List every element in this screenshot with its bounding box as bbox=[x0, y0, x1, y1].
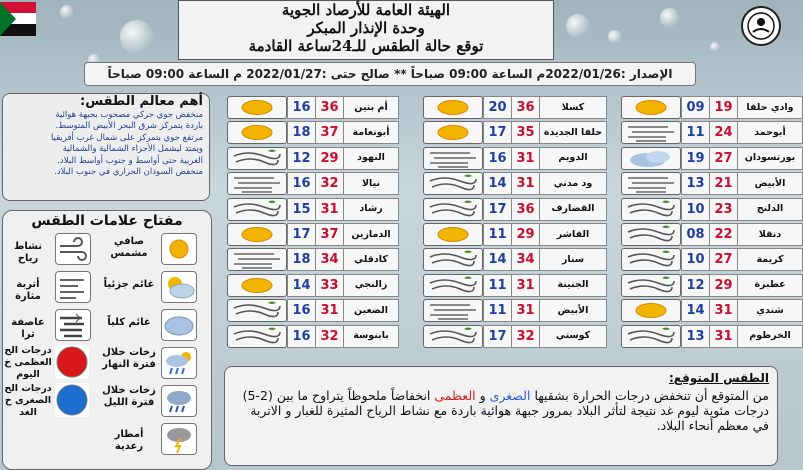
city-row bbox=[621, 198, 803, 221]
forecast-text-part: درجات مئوية ليوم غد نتيجة لتأثر البلاد بمرور جبهة هوائية باردة مع نشاط الرياح المثيرة للغبار و الاتربة في معظم أنحاء البلاد. bbox=[250, 403, 769, 433]
sudan-flag-icon bbox=[0, 2, 36, 36]
city-row bbox=[227, 248, 399, 271]
min-temp: 20 bbox=[483, 96, 512, 119]
max-temp: 27 bbox=[709, 147, 738, 170]
city-name: الدمازين bbox=[343, 223, 399, 246]
wind-icon bbox=[621, 325, 681, 348]
cloudy-icon bbox=[161, 309, 197, 341]
city-row bbox=[423, 248, 607, 271]
sun-icon bbox=[423, 121, 483, 144]
features-title: أهم معالم الطقس: bbox=[80, 94, 203, 109]
max-temp: 34 bbox=[315, 248, 344, 271]
min-temp: 13 bbox=[681, 325, 710, 348]
legend-label: عاصفة ترا bbox=[11, 317, 45, 340]
forecast-text-part: انخفاضاً ملحوظاً يتراوح ما بين (2-5) bbox=[242, 388, 431, 403]
city-name: عطبرة bbox=[737, 274, 803, 297]
sun-icon bbox=[227, 274, 287, 297]
city-row bbox=[227, 96, 399, 119]
thunderstorm-icon bbox=[161, 423, 197, 455]
city-name: سنار bbox=[539, 248, 607, 271]
weather-legend bbox=[2, 210, 212, 470]
city-row bbox=[621, 172, 803, 195]
city-row bbox=[227, 121, 399, 144]
min-temp: 14 bbox=[681, 299, 710, 322]
city-name: كسلا bbox=[539, 96, 607, 119]
city-row bbox=[227, 223, 399, 246]
wind-icon bbox=[227, 325, 287, 348]
min-temp: 18 bbox=[287, 121, 316, 144]
min-temp: 11 bbox=[681, 121, 710, 144]
max-temp: 37 bbox=[315, 121, 344, 144]
min-temp: 14 bbox=[483, 172, 512, 195]
legend-title: مفتاح علامات الطقس bbox=[31, 213, 183, 229]
min-temp: 11 bbox=[483, 299, 512, 322]
city-row bbox=[423, 96, 607, 119]
wind-icon bbox=[227, 147, 287, 170]
partly-cloudy-icon bbox=[161, 271, 197, 303]
max-temp: 32 bbox=[511, 325, 540, 348]
city-row bbox=[423, 274, 607, 297]
min-temp: 17 bbox=[483, 121, 512, 144]
city-row bbox=[423, 299, 607, 322]
city-name: نيالا bbox=[343, 172, 399, 195]
wind-icon bbox=[423, 172, 483, 195]
authority-name: الهيئة العامة للأرصاد الجوية bbox=[281, 1, 451, 19]
dust-icon bbox=[227, 172, 287, 195]
min-temp: 16 bbox=[483, 147, 512, 170]
dust-icon bbox=[423, 147, 483, 170]
city-name: زالنجي bbox=[343, 274, 399, 297]
city-row bbox=[621, 223, 803, 246]
city-row bbox=[621, 325, 803, 348]
max-temp: 31 bbox=[511, 299, 540, 322]
wind-icon bbox=[423, 274, 483, 297]
max-temp: 36 bbox=[511, 198, 540, 221]
city-name: الدلنج bbox=[737, 198, 803, 221]
expected-weather-text bbox=[233, 388, 769, 433]
wind-icon bbox=[423, 248, 483, 271]
city-name: الأبيض bbox=[539, 299, 607, 322]
city-row bbox=[227, 198, 399, 221]
max-temp: 21 bbox=[709, 172, 738, 195]
forecast-max-word: العظمى bbox=[434, 388, 476, 403]
weather-features-box bbox=[2, 93, 210, 201]
sun-icon bbox=[423, 223, 483, 246]
max-temp: 35 bbox=[511, 121, 540, 144]
max-temp: 29 bbox=[315, 147, 344, 170]
max-temp: 31 bbox=[709, 299, 738, 322]
min-temp: 09 bbox=[681, 96, 710, 119]
min-temp: 11 bbox=[483, 274, 512, 297]
city-name: بورتسودان bbox=[737, 147, 803, 170]
max-temp: 33 bbox=[315, 274, 344, 297]
wind-icon bbox=[621, 274, 681, 297]
city-name: كادقلي bbox=[343, 248, 399, 271]
city-name: رشاد bbox=[343, 198, 399, 221]
city-row bbox=[227, 325, 399, 348]
city-row bbox=[423, 223, 607, 246]
day-showers-icon bbox=[161, 347, 197, 379]
city-row bbox=[423, 147, 607, 170]
city-row bbox=[621, 248, 803, 271]
city-row bbox=[423, 121, 607, 144]
min-temp: 14 bbox=[483, 248, 512, 271]
min-temp: 10 bbox=[681, 248, 710, 271]
city-name: أبونعامة bbox=[343, 121, 399, 144]
max-temp: 36 bbox=[315, 96, 344, 119]
city-row bbox=[227, 299, 399, 322]
forecast-min-word: الصغرى bbox=[489, 388, 531, 403]
header-banner bbox=[178, 0, 554, 60]
sun-icon bbox=[227, 96, 287, 119]
max-temp: 32 bbox=[315, 325, 344, 348]
city-row bbox=[621, 274, 803, 297]
city-name: الجنينة bbox=[539, 274, 607, 297]
min-temp: 10 bbox=[681, 198, 710, 221]
min-temp: 13 bbox=[681, 172, 710, 195]
min-temp: 19 bbox=[681, 147, 710, 170]
feature-line: ويمتد ليشمل الأجزاء الشمالية والشمالية bbox=[62, 144, 203, 154]
max-temp: 31 bbox=[315, 198, 344, 221]
sun-icon bbox=[227, 121, 287, 144]
max-temp: 31 bbox=[709, 325, 738, 348]
max-temp: 31 bbox=[315, 299, 344, 322]
wind-icon bbox=[227, 198, 287, 221]
city-row bbox=[621, 96, 803, 119]
max-temp: 29 bbox=[511, 223, 540, 246]
city-name: أم بنين bbox=[343, 96, 399, 119]
legend-label: غائم جزئياً bbox=[103, 279, 155, 290]
max-temp: 31 bbox=[511, 274, 540, 297]
dust-icon bbox=[621, 121, 681, 144]
forecast-and-word: و bbox=[479, 388, 486, 403]
max-temp: 34 bbox=[511, 248, 540, 271]
forecast-text-part: من المتوقع أن تنخفض درجات الحرارة بشقيها bbox=[534, 388, 769, 403]
city-name: أبوحمد bbox=[737, 121, 803, 144]
min-temp: 17 bbox=[483, 198, 512, 221]
max-temp: 27 bbox=[709, 248, 738, 271]
city-row bbox=[227, 274, 399, 297]
city-name: النهود bbox=[343, 147, 399, 170]
dust-icon bbox=[55, 271, 91, 303]
feature-line: منخفض جوي حركي مصحوب بجبهة هوائية bbox=[55, 109, 203, 120]
max-temp: 19 bbox=[709, 96, 738, 119]
legend-label: نشاط رياح bbox=[13, 241, 43, 264]
sun-icon bbox=[621, 96, 681, 119]
wind-icon bbox=[55, 233, 91, 265]
max-temp: 31 bbox=[511, 147, 540, 170]
city-row bbox=[423, 198, 607, 221]
min-temp: 16 bbox=[287, 325, 316, 348]
min-temp: 12 bbox=[681, 274, 710, 297]
legend-label: صافي مشمس bbox=[110, 236, 148, 259]
city-row bbox=[227, 147, 399, 170]
wind-icon bbox=[423, 198, 483, 221]
city-row bbox=[227, 172, 399, 195]
city-name: كوستي bbox=[539, 325, 607, 348]
city-row bbox=[621, 121, 803, 144]
city-name: كريمة bbox=[737, 248, 803, 271]
max-temp: 23 bbox=[709, 198, 738, 221]
max-temp: 29 bbox=[709, 274, 738, 297]
min-temp: 15 bbox=[287, 198, 316, 221]
min-temp: 17 bbox=[287, 223, 316, 246]
dust-icon bbox=[423, 299, 483, 322]
city-name: الضعين bbox=[343, 299, 399, 322]
feature-line: مرتفع جوي يتمركز على شمال غرب أفريقيا bbox=[50, 132, 203, 143]
min-temp: 12 bbox=[287, 147, 316, 170]
city-name: وادي حلفا bbox=[737, 96, 803, 119]
min-temp: 11 bbox=[483, 223, 512, 246]
sun-icon bbox=[423, 96, 483, 119]
legend-label: درجات الح الصغرى خ الغد bbox=[4, 383, 52, 418]
max-temp: 32 bbox=[315, 172, 344, 195]
legend-label: أمطار رعدية bbox=[114, 429, 144, 452]
sun-icon bbox=[227, 223, 287, 246]
city-row bbox=[423, 172, 607, 195]
city-name: القضارف bbox=[539, 198, 607, 221]
wind-icon bbox=[423, 325, 483, 348]
city-name: دنقلا bbox=[737, 223, 803, 246]
max-temp: 37 bbox=[315, 223, 344, 246]
min-temp: 08 bbox=[681, 223, 710, 246]
met-authority-logo bbox=[741, 6, 781, 46]
legend-label: زخات خلال فترة الليل bbox=[102, 385, 156, 408]
legend-label: غائم كلياً bbox=[107, 317, 151, 328]
legend-label: أتربة مثارة bbox=[15, 279, 41, 302]
dust-icon bbox=[227, 248, 287, 271]
feature-line: الغربية حتى أواسط و جنوب أواسط البلاد. bbox=[57, 155, 203, 166]
legend-label: زخات خلال فترة النهار bbox=[102, 347, 156, 370]
city-row bbox=[621, 299, 803, 322]
city-name: بابنوسة bbox=[343, 325, 399, 348]
expected-weather-title: الطقس المتوقع: bbox=[668, 371, 769, 385]
cloudy-icon bbox=[621, 147, 681, 170]
max-temp-icon bbox=[55, 345, 89, 379]
city-name: الخرطوم bbox=[737, 325, 803, 348]
wind-icon bbox=[621, 198, 681, 221]
city-name: ود مدني bbox=[539, 172, 607, 195]
min-temp: 18 bbox=[287, 248, 316, 271]
duststorm-icon bbox=[55, 309, 91, 341]
min-temp: 16 bbox=[287, 96, 316, 119]
legend-label: درجات الح العظمى خ اليوم bbox=[4, 345, 52, 380]
wind-icon bbox=[621, 248, 681, 271]
sun-icon bbox=[161, 233, 197, 265]
min-temp-icon bbox=[55, 383, 89, 417]
max-temp: 24 bbox=[709, 121, 738, 144]
max-temp: 36 bbox=[511, 96, 540, 119]
feature-line: باردة يتمركز شرق البحر الأبيض المتوسط. bbox=[55, 121, 203, 131]
dust-icon bbox=[621, 172, 681, 195]
city-name: شندي bbox=[737, 299, 803, 322]
city-row bbox=[621, 147, 803, 170]
min-temp: 17 bbox=[483, 325, 512, 348]
wind-icon bbox=[621, 223, 681, 246]
min-temp: 16 bbox=[287, 299, 316, 322]
feature-line: منخفض السودان الحراري في جنوب البلاد. bbox=[54, 167, 203, 177]
forecast-title: توقع حالة الطقس للـ24ساعة القادمة bbox=[248, 37, 484, 55]
city-name: الفاشر bbox=[539, 223, 607, 246]
max-temp: 31 bbox=[511, 172, 540, 195]
max-temp: 22 bbox=[709, 223, 738, 246]
city-name: الدويم bbox=[539, 147, 607, 170]
unit-name: وحدة الإنذار المبكر bbox=[307, 19, 425, 37]
issue-validity-line: الإصدار :2022/01/26م الساعة 09:00 صباحاً ** صالح حتى :2022/01/27 م الساعة 09:00 صباحاً bbox=[84, 62, 696, 86]
sun-icon bbox=[621, 299, 681, 322]
min-temp: 14 bbox=[287, 274, 316, 297]
city-name: الأبيض bbox=[737, 172, 803, 195]
night-showers-icon bbox=[161, 385, 197, 417]
wind-icon bbox=[227, 299, 287, 322]
min-temp: 16 bbox=[287, 172, 316, 195]
city-name: حلفا الجديدة bbox=[539, 121, 607, 144]
city-row bbox=[423, 325, 607, 348]
expected-weather-box bbox=[224, 366, 778, 466]
